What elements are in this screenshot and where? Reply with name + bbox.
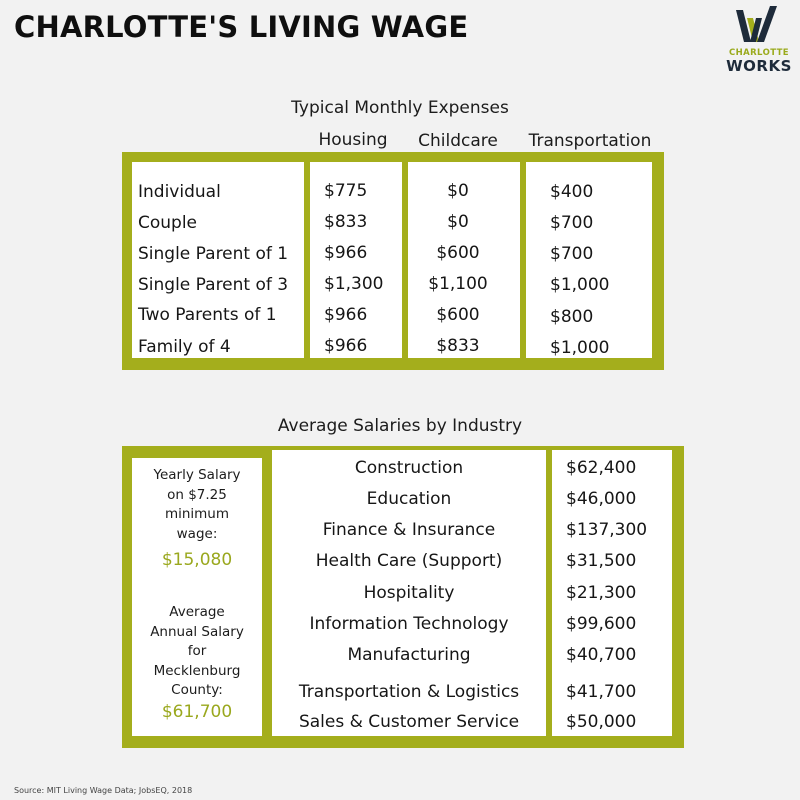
transportation-value: $400 xyxy=(550,182,594,202)
industry-name: Transportation & Logistics xyxy=(298,682,520,702)
header-childcare: Childcare xyxy=(418,131,498,151)
housing-value: $1,300 xyxy=(324,274,384,294)
min-wage-caption-line: minimum xyxy=(164,506,230,522)
transportation-value: $700 xyxy=(550,244,594,264)
expenses-table-frame xyxy=(122,152,664,370)
transportation-value: $700 xyxy=(550,213,594,233)
header-transportation: Transportation xyxy=(528,131,652,151)
min-wage-caption-line: wage: xyxy=(176,525,218,542)
transportation-value: $800 xyxy=(550,307,594,327)
industry-name: Hospitality xyxy=(363,583,455,603)
min-wage-caption xyxy=(132,466,262,544)
min-wage-caption-line: on $7.25 xyxy=(167,486,227,503)
housing-value: $775 xyxy=(324,181,368,201)
industry-name: Construction xyxy=(354,458,464,478)
county-caption-line: for xyxy=(187,643,207,659)
industry-name: Finance & Insurance xyxy=(322,520,496,540)
industry-salary: $21,300 xyxy=(566,583,637,603)
row-label: Individual xyxy=(138,182,221,202)
expenses-transportation-column xyxy=(526,162,652,358)
housing-value: $966 xyxy=(324,305,368,325)
housing-value: $833 xyxy=(324,212,368,232)
salaries-title: Average Salaries by Industry xyxy=(277,416,523,436)
county-salary-value: $61,700 xyxy=(161,702,233,722)
county-caption-line: Mecklenburg xyxy=(153,662,241,679)
industry-salary: $99,600 xyxy=(566,614,637,634)
header-housing: Housing xyxy=(318,130,388,150)
childcare-value: $600 xyxy=(436,305,480,325)
source-note: Source: MIT Living Wage Data; JobsEQ, 2018 xyxy=(14,786,193,795)
page-title: CHARLOTTE'S LIVING WAGE xyxy=(14,10,469,44)
county-caption-line: County: xyxy=(171,682,223,698)
industry-salary: $31,500 xyxy=(566,551,637,571)
industry-name: Sales & Customer Service xyxy=(298,712,520,732)
salary-summary-panel xyxy=(132,458,262,736)
industry-salary: $50,000 xyxy=(566,712,637,732)
housing-value: $966 xyxy=(324,336,368,356)
industry-name-column xyxy=(272,450,546,736)
w-logo-icon xyxy=(734,4,784,46)
childcare-value: $600 xyxy=(436,243,480,263)
logo-text-charlotte: CHARLOTTE xyxy=(728,48,789,58)
industry-salary-column xyxy=(552,450,672,736)
childcare-value: $1,100 xyxy=(428,274,488,294)
industry-salary: $137,300 xyxy=(566,520,648,540)
row-label: Family of 4 xyxy=(138,337,231,357)
min-wage-caption-line: Yearly Salary xyxy=(153,467,241,483)
county-caption-line: Average xyxy=(169,604,225,620)
transportation-value: $1,000 xyxy=(550,338,610,358)
expenses-title: Typical Monthly Expenses xyxy=(291,98,509,118)
industry-salary: $41,700 xyxy=(566,682,637,702)
county-caption-line: Annual Salary xyxy=(150,623,244,640)
logo-text-works: WORKS xyxy=(726,57,792,75)
industry-name: Information Technology xyxy=(309,614,509,634)
industry-salary: $46,000 xyxy=(566,489,637,509)
industry-name: Health Care (Support) xyxy=(315,551,503,571)
industry-salary: $40,700 xyxy=(566,645,637,665)
expenses-label-column xyxy=(132,162,304,358)
industry-name: Education xyxy=(366,489,452,509)
childcare-value: $0 xyxy=(447,212,469,232)
transportation-value: $1,000 xyxy=(550,275,610,295)
industry-name: Manufacturing xyxy=(347,645,471,665)
charlotte-works-logo xyxy=(724,4,794,74)
row-label: Single Parent of 1 xyxy=(138,244,289,264)
county-salary-caption xyxy=(132,603,262,701)
childcare-value: $833 xyxy=(436,336,480,356)
salaries-table-frame xyxy=(122,446,684,748)
expenses-childcare-column xyxy=(408,162,520,358)
industry-salary: $62,400 xyxy=(566,458,637,478)
childcare-value: $0 xyxy=(447,181,469,201)
row-label: Couple xyxy=(138,213,198,233)
min-wage-salary-value: $15,080 xyxy=(161,550,233,570)
row-label: Single Parent of 3 xyxy=(138,275,289,295)
expenses-housing-column xyxy=(310,162,402,358)
row-label: Two Parents of 1 xyxy=(138,305,277,325)
housing-value: $966 xyxy=(324,243,368,263)
